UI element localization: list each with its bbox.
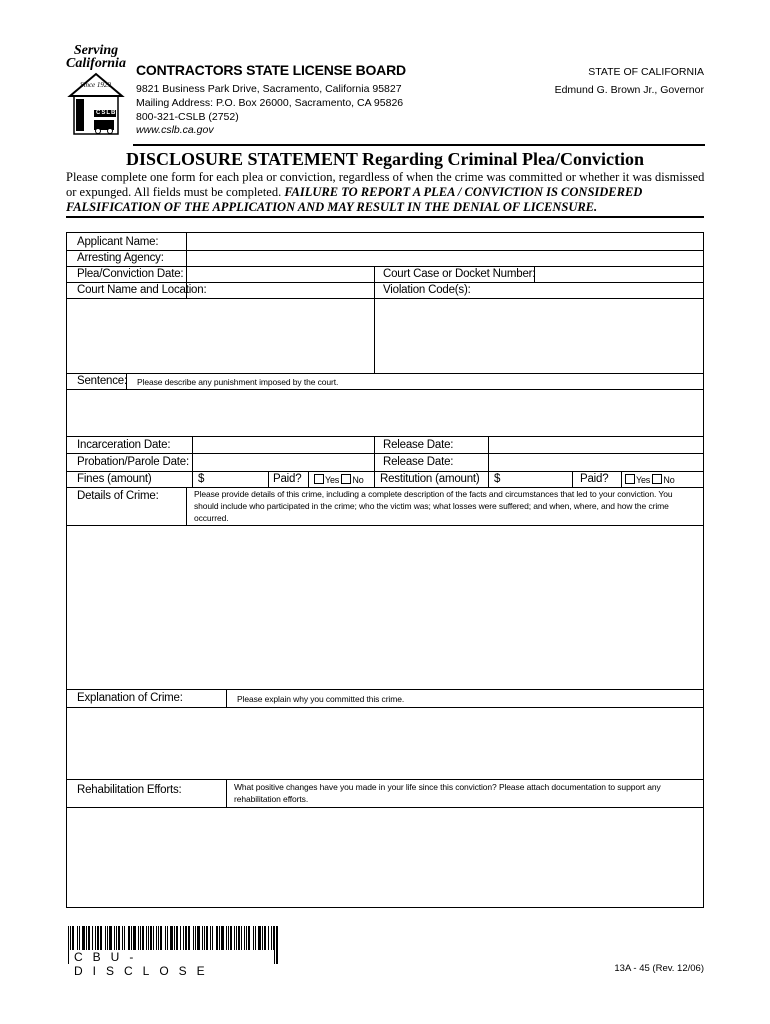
explanation-hint: Please explain why you committed this crime. [237,694,405,704]
rehab-label: Rehabilitation Efforts: [77,784,182,796]
form-title: DISCLOSURE STATEMENT Regarding Criminal Plea/Conviction [125,149,645,169]
fines-paid-label: Paid? [273,473,302,485]
cslb-logo [66,44,126,136]
sentence-field[interactable] [68,390,702,435]
logo-serving-text: Serving California [66,43,126,71]
governor-label: Edmund G. Brown Jr., Governor [554,84,704,96]
barcode-bar [276,926,278,964]
release-date-2-label: Release Date: [383,456,454,468]
restitution-paid-no-checkbox[interactable] [652,474,662,484]
sentence-hint: Please describe any punishment imposed by the court. [137,377,339,387]
details-label: Details of Crime: [77,490,159,502]
plea-date-label: Plea/Conviction Date: [77,268,184,280]
applicant-name-field[interactable] [188,234,702,249]
fines-amount-field[interactable] [207,472,267,486]
barcode-text: CBU-DISCLOSE [70,950,274,964]
restitution-paid-label: Paid? [580,473,609,485]
probation-date-field[interactable] [194,454,373,470]
logo-cslb: CSLB [96,110,117,116]
details-field[interactable] [68,526,702,688]
intro-warning: FAILURE TO REPORT A PLEA / CONVICTION IS CONSIDERED FALSIFICATION OF THE APPLICATION AND MAY RESULT IN THE DENIAL OF LICENSURE. [66,185,643,214]
release-date-2-field[interactable] [490,454,702,470]
fines-paid-no-checkbox[interactable] [341,474,351,484]
fines-no-label: No [352,475,364,485]
header-rule [133,144,705,146]
restitution-dollar: $ [494,473,501,485]
agency-website[interactable]: www.cslb.ca.gov [136,124,214,136]
intro-body: Please complete one form for each plea or conviction, regardless of when the crime was committed or whether it was dismissed or expunged. All fields must be completed. [66,170,705,199]
fines-label: Fines (amount) [77,473,152,485]
incarceration-date-field[interactable] [194,437,373,452]
fines-dollar: $ [198,473,205,485]
rehab-hint-line-2: rehabilitation efforts. [234,794,309,804]
restitution-amount-field[interactable] [503,472,571,486]
sentence-label: Sentence: [77,375,127,387]
details-hint [194,488,672,524]
release-date-1-field[interactable] [490,437,702,452]
arresting-agency-label: Arresting Agency: [77,252,164,264]
barcode-bar [68,926,69,964]
arresting-agency-field[interactable] [188,251,702,265]
fines-yes-label: Yes [325,475,340,485]
agency-name: CONTRACTORS STATE LICENSE BOARD [136,62,406,78]
court-name-field[interactable] [68,299,373,372]
agency-address: 9821 Business Park Drive, Sacramento, California 95827 [136,83,402,95]
state-label: STATE OF CALIFORNIA [588,66,704,78]
rehab-hint-line-1: What positive changes have you made in your life since this conviction? Please attach documentation to support any [234,782,661,792]
restitution-paid-yes-checkbox[interactable] [625,474,635,484]
form-number: 13A - 45 (Rev. 12/06) [614,963,704,974]
restitution-label: Restitution (amount) [380,473,480,485]
applicant-name-label: Applicant Name: [77,236,159,248]
logo-house-icon [66,44,126,136]
logo-since: Since 1929 [80,81,111,89]
incarceration-date-label: Incarceration Date: [77,439,171,451]
fines-paid-yes-checkbox[interactable] [314,474,324,484]
rehab-hint [234,781,661,805]
rehab-field[interactable] [68,808,702,907]
restitution-yes-label: Yes [636,475,651,485]
details-hint-line-1: Please provide details of this crime, including a complete description of the facts and circumstances that led to your conviction. You [194,489,673,499]
probation-date-label: Probation/Parole Date: [77,456,189,468]
explanation-field[interactable] [68,708,702,778]
details-hint-line-3: occurred. [194,513,229,523]
court-case-label: Court Case or Docket Number: [383,268,536,280]
details-hint-line-2: should include who participated in the crime; who the victim was; what losses were suffered; and when, where, and how the crime [194,501,669,511]
intro-rule [66,216,704,218]
violation-codes-label: Violation Code(s): [383,284,471,296]
agency-phone: 800-321-CSLB (2752) [136,111,239,123]
explanation-label: Explanation of Crime: [77,692,183,704]
fines-paid-options [314,473,364,487]
court-case-field[interactable] [536,267,702,281]
release-date-1-label: Release Date: [383,439,454,451]
restitution-paid-options [625,473,675,487]
violation-codes-field[interactable] [376,299,702,372]
court-name-label: Court Name and Location: [77,284,207,296]
disclosure-form [66,232,704,908]
restitution-no-label: No [663,475,675,485]
agency-mailing: Mailing Address: P.O. Box 26000, Sacramento, CA 95826 [136,97,404,109]
plea-date-field[interactable] [188,267,373,281]
intro-text [66,170,706,215]
